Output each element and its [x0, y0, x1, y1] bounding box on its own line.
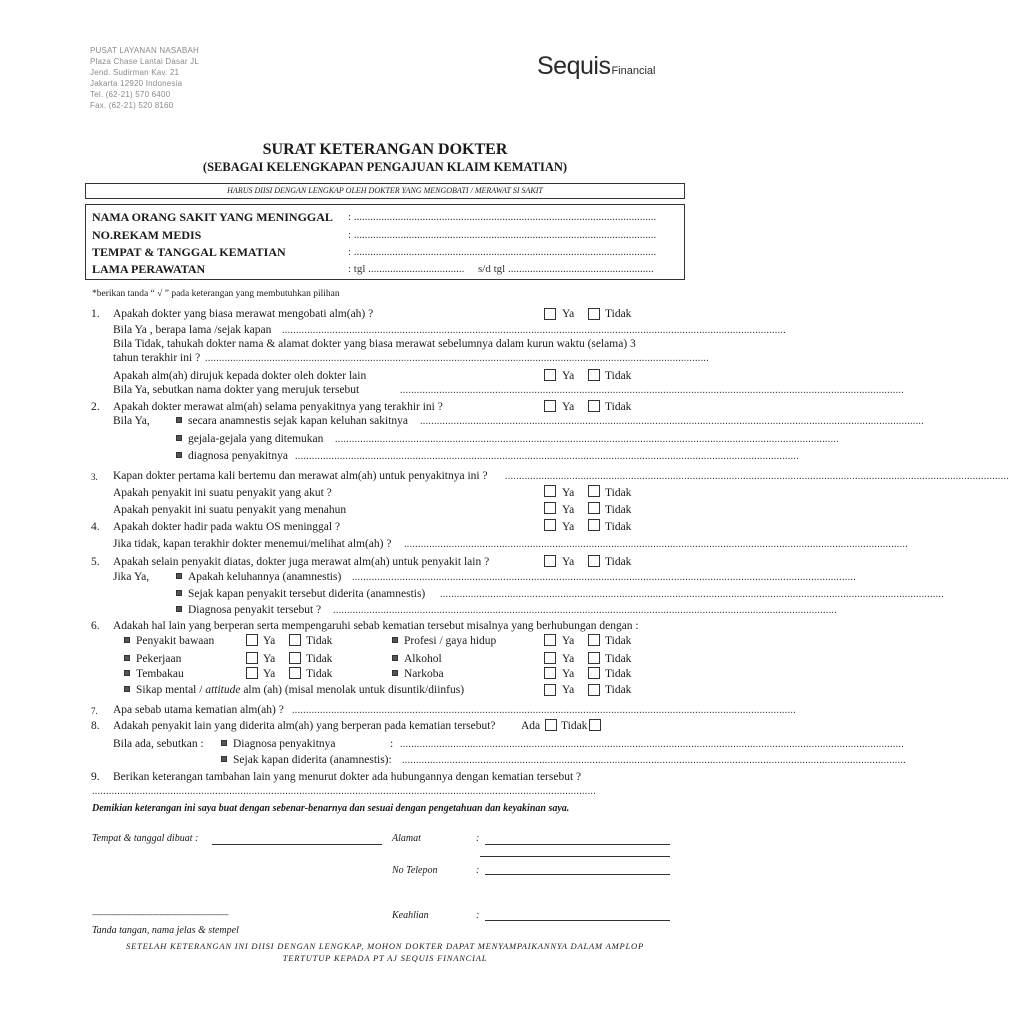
- q3-text: Kapan dokter pertama kali bertemu dan merawat alm(ah) untuk penyakitnya ini ?: [113, 470, 488, 482]
- field-rekam-medis[interactable]: : ..............................................................................................................: [348, 229, 657, 241]
- q2-number: 2.: [91, 401, 100, 413]
- q6-sikap-item: [124, 684, 464, 696]
- q6-sikap-a: Sikap mental /: [136, 684, 203, 696]
- q5-item: [176, 588, 425, 600]
- q4-tidak-label: Tidak: [605, 521, 632, 533]
- q1a-field[interactable]: ....................................................................................................................................................................................: [282, 325, 786, 336]
- q1a-text: Bila Ya , berapa lama /sejak kapan: [113, 324, 272, 336]
- document-title: SURAT KETERANGAN DOKTER: [262, 141, 508, 158]
- q8-text: Adakah penyakit lain yang diderita alm(ah) yang berperan pada kematian tersebut?: [113, 720, 496, 732]
- q6-tidak-label: Tidak: [306, 653, 333, 665]
- q1-tidak-label: Tidak: [605, 308, 632, 320]
- q8-colon: :: [390, 738, 394, 750]
- q5-item-text: Diagnosa penyakit tersebut ?: [188, 604, 322, 616]
- alamat-line-2[interactable]: [480, 856, 670, 857]
- q8-item-text: Sejak kapan diderita (anamnestis):: [233, 754, 392, 766]
- q5-text: Apakah selain penyakit diatas, dokter juga merawat alm(ah) untuk penyakit lain ?: [113, 556, 490, 568]
- q8-bila-ada: Bila ada, sebutkan :: [113, 738, 204, 750]
- q8-tidak-label: Tidak: [561, 720, 588, 732]
- q6-right-item: [392, 635, 496, 647]
- q7-field[interactable]: ....................................................................................................................................................................................: [292, 705, 796, 716]
- bullet-icon: [124, 655, 130, 661]
- q6-ya-label: Ya: [562, 635, 575, 647]
- q8-item-text: Diagnosa penyakitnya: [233, 738, 336, 750]
- q5-jika-ya: Jika Ya,: [113, 571, 150, 583]
- q6-profesi-tidak-checkbox[interactable]: [588, 634, 600, 646]
- q7-text: Apa sebab utama kematian alm(ah) ?: [113, 704, 284, 716]
- telepon-label: No Telepon: [392, 865, 438, 876]
- declaration-text: Demikian keterangan ini saya buat dengan sebenar-benarnya dan sesuai dengan pengetahuan dan keyakinan saya.: [92, 803, 570, 814]
- q1d-ya-label: Ya: [562, 370, 575, 382]
- q6-right-text: Narkoba: [404, 668, 444, 680]
- bullet-icon: [392, 670, 398, 676]
- alamat-label: Alamat: [392, 833, 421, 844]
- bullet-icon: [176, 435, 182, 441]
- q6-ya-label: Ya: [263, 635, 276, 647]
- field-tgl-to[interactable]: s/d tgl .....................................................: [478, 263, 654, 275]
- field-tempat-tanggal[interactable]: : ..............................................................................................................: [348, 246, 657, 258]
- q2-item: [176, 450, 288, 462]
- q6-left-item: [124, 653, 181, 665]
- q1d-ya-checkbox[interactable]: [544, 369, 556, 381]
- instruction-text: *berikan tanda “ √ ” pada keterangan yang membutuhkan pilihan: [92, 289, 340, 299]
- tempat-tanggal-line[interactable]: [212, 844, 382, 845]
- q8-tidak-checkbox[interactable]: [589, 719, 601, 731]
- q8-ada-label: Ada: [521, 720, 541, 732]
- q2-item-text: diagnosa penyakitnya: [188, 450, 288, 462]
- q2-tidak-label: Tidak: [605, 401, 632, 413]
- q8-item: [221, 754, 392, 766]
- q4-number: 4.: [91, 521, 100, 533]
- q6-bawaan-tidak-checkbox[interactable]: [289, 634, 301, 646]
- address-line: Jend. Sudirman Kav. 21: [90, 68, 180, 77]
- q1d-tidak-label: Tidak: [605, 370, 632, 382]
- q6-sikap-b: attitude: [205, 684, 241, 696]
- q6-tidak-label: Tidak: [605, 653, 632, 665]
- q6-tidak-label: Tidak: [306, 635, 333, 647]
- q4-ya-checkbox[interactable]: [544, 519, 556, 531]
- bullet-icon: [176, 606, 182, 612]
- q8-ada-checkbox[interactable]: [545, 719, 557, 731]
- q2-text: Apakah dokter merawat alm(ah) selama penyakitnya yang terakhir ini ?: [113, 401, 443, 413]
- address-line: Fax. (62-21) 520 8160: [90, 101, 174, 110]
- q6-tidak-label: Tidak: [306, 668, 333, 680]
- q3-number: 3.: [91, 472, 98, 482]
- alamat-line[interactable]: [485, 844, 670, 845]
- q6-right-item: [392, 653, 442, 665]
- q8-number: 8.: [91, 720, 100, 732]
- q1-ya-label: Ya: [562, 308, 575, 320]
- bullet-icon: [392, 637, 398, 643]
- field-tgl-from[interactable]: : tgl ...................................: [348, 263, 465, 275]
- q6-sikap-c: alm (ah) (misal menolak untuk disuntik/diinfus): [243, 684, 465, 696]
- q8-sejak-field[interactable]: ....................................................................................................................................................................................: [402, 755, 906, 766]
- fill-instruction-box: HARUS DIISI DENGAN LENGKAP OLEH DOKTER YANG MENGOBATI / MERAWAT SI SAKIT: [85, 183, 685, 199]
- q2-tidak-checkbox[interactable]: [588, 400, 600, 412]
- bullet-icon: [392, 655, 398, 661]
- q2-item-field[interactable]: ....................................................................................................................................................................................: [295, 451, 799, 462]
- q3b-ya-checkbox[interactable]: [544, 502, 556, 514]
- q6-right-text: Profesi / gaya hidup: [404, 635, 497, 647]
- keahlian-line[interactable]: [485, 920, 670, 921]
- q3a-tidak-checkbox[interactable]: [588, 485, 600, 497]
- q5-tidak-label: Tidak: [605, 556, 632, 568]
- q6-profesi-ya-checkbox[interactable]: [544, 634, 556, 646]
- q9-field[interactable]: ....................................................................................................................................................................................: [92, 786, 596, 797]
- q5-item: [176, 571, 341, 583]
- q2-item-text: gejala-gejala yang ditemukan: [188, 433, 324, 445]
- q5-item-field[interactable]: ....................................................................................................................................................................................: [440, 589, 944, 600]
- q6-alkohol-tidak-checkbox[interactable]: [588, 652, 600, 664]
- q6-number: 6.: [91, 620, 100, 632]
- company-address: [90, 45, 199, 111]
- q5-number: 5.: [91, 556, 100, 568]
- tempat-tanggal-label: Tempat & tanggal dibuat :: [92, 833, 199, 844]
- q2-item: [176, 433, 323, 445]
- bullet-icon: [124, 637, 130, 643]
- footer-line-2: TERTUTUP KEPADA PT AJ SEQUIS FINANCIAL: [282, 953, 488, 963]
- q6-tidak-label: Tidak: [605, 668, 632, 680]
- q3a-tidak-label: Tidak: [605, 487, 632, 499]
- address-line: Plaza Chase Lantai Dasar JL: [90, 57, 200, 66]
- q3a-ya-label: Ya: [562, 487, 575, 499]
- q5-item-field[interactable]: ....................................................................................................................................................................................: [333, 605, 837, 616]
- q3b-text: Apakah penyakit ini suatu penyakit yang menahun: [113, 504, 347, 516]
- q6-text: Adakah hal lain yang berperan serta mempengaruhi sebab kematian tersebut misalnya yang berhubungan dengan :: [113, 620, 639, 632]
- bullet-icon: [221, 756, 227, 762]
- q6-pekerjaan-tidak-checkbox[interactable]: [289, 652, 301, 664]
- q1-ya-checkbox[interactable]: [544, 308, 556, 320]
- q5-item: [176, 604, 321, 616]
- q6-left-text: Pekerjaan: [136, 653, 182, 665]
- q8-item: [221, 738, 336, 750]
- q2-item-field[interactable]: ....................................................................................................................................................................................: [420, 416, 924, 427]
- q2-item-field[interactable]: ....................................................................................................................................................................................: [335, 434, 839, 445]
- q4a-field[interactable]: ....................................................................................................................................................................................: [404, 539, 908, 550]
- label-rekam-medis: NO.REKAM MEDIS: [92, 228, 202, 242]
- q1-tidak-checkbox[interactable]: [588, 308, 600, 320]
- q3b-ya-label: Ya: [562, 504, 575, 516]
- bullet-icon: [176, 417, 182, 423]
- q6-ya-label: Ya: [562, 668, 575, 680]
- q6-left-text: Penyakit bawaan: [136, 635, 215, 647]
- bullet-icon: [176, 590, 182, 596]
- q6-sikap-tidak-checkbox[interactable]: [588, 684, 600, 696]
- q6-alkohol-ya-checkbox[interactable]: [544, 652, 556, 664]
- q1d-tidak-checkbox[interactable]: [588, 369, 600, 381]
- telepon-colon: :: [476, 865, 480, 876]
- q6-ya-label: Ya: [263, 653, 276, 665]
- q6-left-item: [124, 668, 184, 680]
- q2-ya-checkbox[interactable]: [544, 400, 556, 412]
- q5-item-text: Sejak kapan penyakit tersebut diderita (anamnestis): [188, 588, 426, 600]
- q4-text: Apakah dokter hadir pada waktu OS meninggal ?: [113, 521, 341, 533]
- signature-dashes[interactable]: ---------------------------------------------------------------: [92, 910, 229, 919]
- keahlian-colon: :: [476, 910, 480, 921]
- q3a-text: Apakah penyakit ini suatu penyakit yang akut ?: [113, 487, 332, 499]
- field-nama[interactable]: : ..............................................................................................................: [348, 211, 657, 223]
- q6-pekerjaan-ya-checkbox[interactable]: [246, 652, 258, 664]
- label-lama-perawatan: LAMA PERAWATAN: [92, 262, 206, 276]
- keahlian-label: Keahlian: [392, 910, 429, 921]
- address-line: Tel. (62-21) 570 6400: [90, 90, 171, 99]
- q8-diagnosa-field[interactable]: ....................................................................................................................................................................................: [400, 739, 904, 750]
- q6-right-item: [392, 668, 444, 680]
- q6-left-item: [124, 635, 214, 647]
- q3-field[interactable]: ....................................................................................................................................................................................: [505, 471, 1009, 482]
- q1-text: Apakah dokter yang biasa merawat mengobati alm(ah) ?: [113, 308, 374, 320]
- q3a-ya-checkbox[interactable]: [544, 485, 556, 497]
- q1e-text: Bila Ya, sebutkan nama dokter yang merujuk tersebut: [113, 384, 360, 396]
- q4-tidak-checkbox[interactable]: [588, 519, 600, 531]
- q6-right-text: Alkohol: [404, 653, 442, 665]
- q6-left-text: Tembakau: [136, 668, 184, 680]
- q2-item: [176, 415, 408, 427]
- q6-bawaan-ya-checkbox[interactable]: [246, 634, 258, 646]
- address-line: PUSAT LAYANAN NASABAH: [90, 46, 199, 55]
- bullet-icon: [176, 573, 182, 579]
- q4a-text: Jika tidak, kapan terakhir dokter menemui/melihat alm(ah) ?: [113, 538, 392, 550]
- q1b-text: Bila Tidak, tahukah dokter nama & alamat dokter yang biasa merawat sebelumnya dalam kurun waktu (selama) 3: [113, 338, 636, 350]
- logo-sub: Financial: [611, 65, 656, 77]
- q5-ya-label: Ya: [562, 556, 575, 568]
- document-subtitle: (SEBAGAI KELENGKAPAN PENGAJUAN KLAIM KEMATIAN): [202, 160, 568, 174]
- q9-number: 9.: [91, 771, 100, 783]
- q1d-text: Apakah alm(ah) dirujuk kepada dokter oleh dokter lain: [113, 370, 367, 382]
- q2-bila-ya: Bila Ya,: [113, 415, 150, 427]
- alamat-colon: :: [476, 833, 480, 844]
- q6-ya-label: Ya: [263, 668, 276, 680]
- q6-tidak-label: Tidak: [605, 684, 632, 696]
- q5-item-field[interactable]: ....................................................................................................................................................................................: [352, 572, 856, 583]
- q6-tidak-label: Tidak: [605, 635, 632, 647]
- bullet-icon: [221, 740, 227, 746]
- q1e-field[interactable]: ....................................................................................................................................................................................: [400, 385, 904, 396]
- bullet-icon: [124, 686, 130, 692]
- signature-caption: Tanda tangan, nama jelas & stempel: [92, 925, 239, 936]
- q1c-field[interactable]: ....................................................................................................................................................................................: [205, 353, 709, 364]
- q6-narkoba-tidak-checkbox[interactable]: [588, 667, 600, 679]
- q5-ya-checkbox[interactable]: [544, 555, 556, 567]
- q5-tidak-checkbox[interactable]: [588, 555, 600, 567]
- q2-ya-label: Ya: [562, 401, 575, 413]
- q4-ya-label: Ya: [562, 521, 575, 533]
- q2-item-text: secara anamnestis sejak kapan keluhan sakitnya: [188, 415, 409, 427]
- bullet-icon: [124, 670, 130, 676]
- q6-tembakau-ya-checkbox[interactable]: [246, 667, 258, 679]
- q6-sikap-ya-checkbox[interactable]: [544, 684, 556, 696]
- label-nama: NAMA ORANG SAKIT YANG MENINGGAL: [92, 210, 333, 224]
- footer-line-1: SETELAH KETERANGAN INI DIISI DENGAN LENGKAP, MOHON DOKTER DAPAT MENYAMPAIKANNYA DALAM AMPLOP: [126, 941, 644, 951]
- q7-number: 7.: [91, 706, 98, 716]
- address-line: Jakarta 12920 Indonesia: [90, 79, 183, 88]
- sequis-logo: [537, 52, 655, 81]
- q3b-tidak-label: Tidak: [605, 504, 632, 516]
- telepon-line[interactable]: [485, 874, 670, 875]
- logo-main: Sequis: [537, 52, 611, 80]
- q1-number: 1.: [91, 308, 100, 320]
- q6-ya-label: Ya: [562, 653, 575, 665]
- q9-text: Berikan keterangan tambahan lain yang menurut dokter ada hubungannya dengan kematian tersebut ?: [113, 771, 582, 783]
- q5-item-text: Apakah keluhannya (anamnestis): [188, 571, 342, 583]
- q3b-tidak-checkbox[interactable]: [588, 502, 600, 514]
- q1c-text: tahun terakhir ini ?: [113, 352, 201, 364]
- q6-narkoba-ya-checkbox[interactable]: [544, 667, 556, 679]
- bullet-icon: [176, 452, 182, 458]
- q6-tembakau-tidak-checkbox[interactable]: [289, 667, 301, 679]
- q6-ya-label: Ya: [562, 684, 575, 696]
- label-tempat-tanggal: TEMPAT & TANGGAL KEMATIAN: [92, 245, 286, 259]
